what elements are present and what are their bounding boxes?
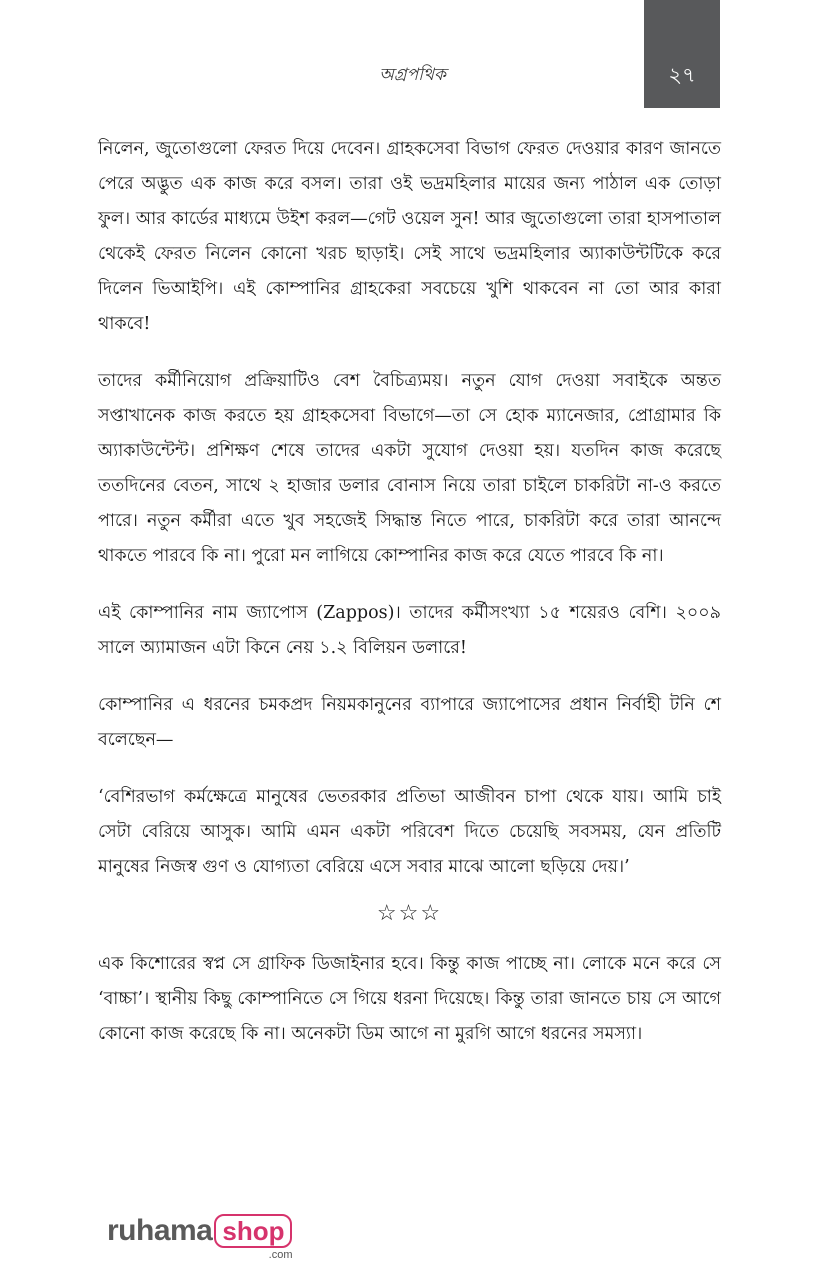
running-head-book-title: অগ্রপথিক [379,65,446,85]
paragraph-4: কোম্পানির এ ধরনের চমকপ্রদ নিয়মকানুনের ব্যাপারে জ্যাপোসের প্রধান নির্বাহী টনি শে বলেছেন— [98,695,721,750]
paragraph-2: তাদের কর্মীনিয়োগ প্রক্রিয়াটিও বেশ বৈচিত্র্যময়। নতুন যোগ দেওয়া সবাইকে অন্তত সপ্তাখানেক কাজ করতে হয় গ্রাহকসেবা বিভাগে—তা সে হোক ম্যানেজার, প্রোগ্রামার কি অ্যাকাউন্টেন্ট। প্রশিক্ষণ শেষে তাদের একটা সুযোগ দেওয়া হয়। যতদিন কাজ করেছে ততদিনের বেতন, সাথে ২ হাজার ডলার বোনাস নিয়ে তারা চাইলে চাকরিটা না-ও করতে পারে। নতুন কর্মীরা এতে খুব সহজেই সিদ্ধান্ত নিতে পারে, চাকরিটা করে তারা আনন্দে থাকতে পারবে কি না। পুরো মন লাগিয়ে কোম্পানির কাজ করে যেতে পারবে কি না। [98,371,721,566]
paragraph-1: নিলেন, জুতোগুলো ফেরত দিয়ে দেবেন। গ্রাহকসেবা বিভাগ ফেরত দেওয়ার কারণ জানতে পেরে অদ্ভুত এক কাজ করে বসল। তারা ওই ভদ্রমহিলার মায়ের জন্য পাঠাল এক তোড়া ফুল। আর কার্ডের মাধ্যমে উইশ করল—গেট ওয়েল সুন! আর জুতোগুলো তারা হাসপাতাল থেকেই ফেরত নিলেন কোনো খরচ ছাড়াই। সেই সাথে ভদ্রমহিলার অ্যাকাউন্টটিকে করে দিলেন ভিআইপি। এই কোম্পানির গ্রাহকেরা সবচেয়ে খুশি থাকবেন না তো আর কারা থাকবে! [98,139,721,334]
paragraph-final: এক কিশোরের স্বপ্ন সে গ্রাফিক ডিজাইনার হবে। কিন্তু কাজ পাচ্ছে না। লোকে মনে করে সে ‘বাচ্চা’। স্থানীয় কিছু কোম্পানিতে সে গিয়ে ধরনা দিয়েছে। কিন্তু তারা জানতে চায় সে আগে কোনো কাজ করেছে কি না। অনেকটা ডিম আগে না মুরগি আগে ধরনের সমস্যা। [98,954,721,1044]
body-text [98,132,721,1052]
section-separator-stars: ☆☆☆ [376,901,443,926]
ruhama-shop-logo [107,1214,292,1260]
logo-domain: .com [268,1249,293,1261]
quote-paragraph: ‘বেশিরভাগ কর্মক্ষেত্রে মানুষের ভেতরকার প্রতিভা আজীবন চাপা থেকে যায়। আমি চাই সেটা বেরিয়ে আসুক। আমি এমন একটা পরিবেশ দিতে চেয়েছি সবসময়, যেন প্রতিটি মানুষের নিজস্ব গুণ ও যোগ্যতা বেরিয়ে এসে সবার মাঝে আলো ছড়িয়ে দেয়।’ [98,787,721,877]
logo-shop-badge: shop [214,1214,292,1248]
paragraph-3: এই কোম্পানির নাম জ্যাপোস (Zappos)। তাদের কর্মীসংখ্যা ১৫ শয়েরও বেশি। ২০০৯ সালে অ্যামাজন এটা কিনে নেয় ১.২ বিলিয়ন ডলারে! [98,603,721,658]
page-number: ২৭ [668,63,696,87]
logo-ruhama-text: ruhama [107,1214,213,1247]
page-number-tab [644,0,720,108]
